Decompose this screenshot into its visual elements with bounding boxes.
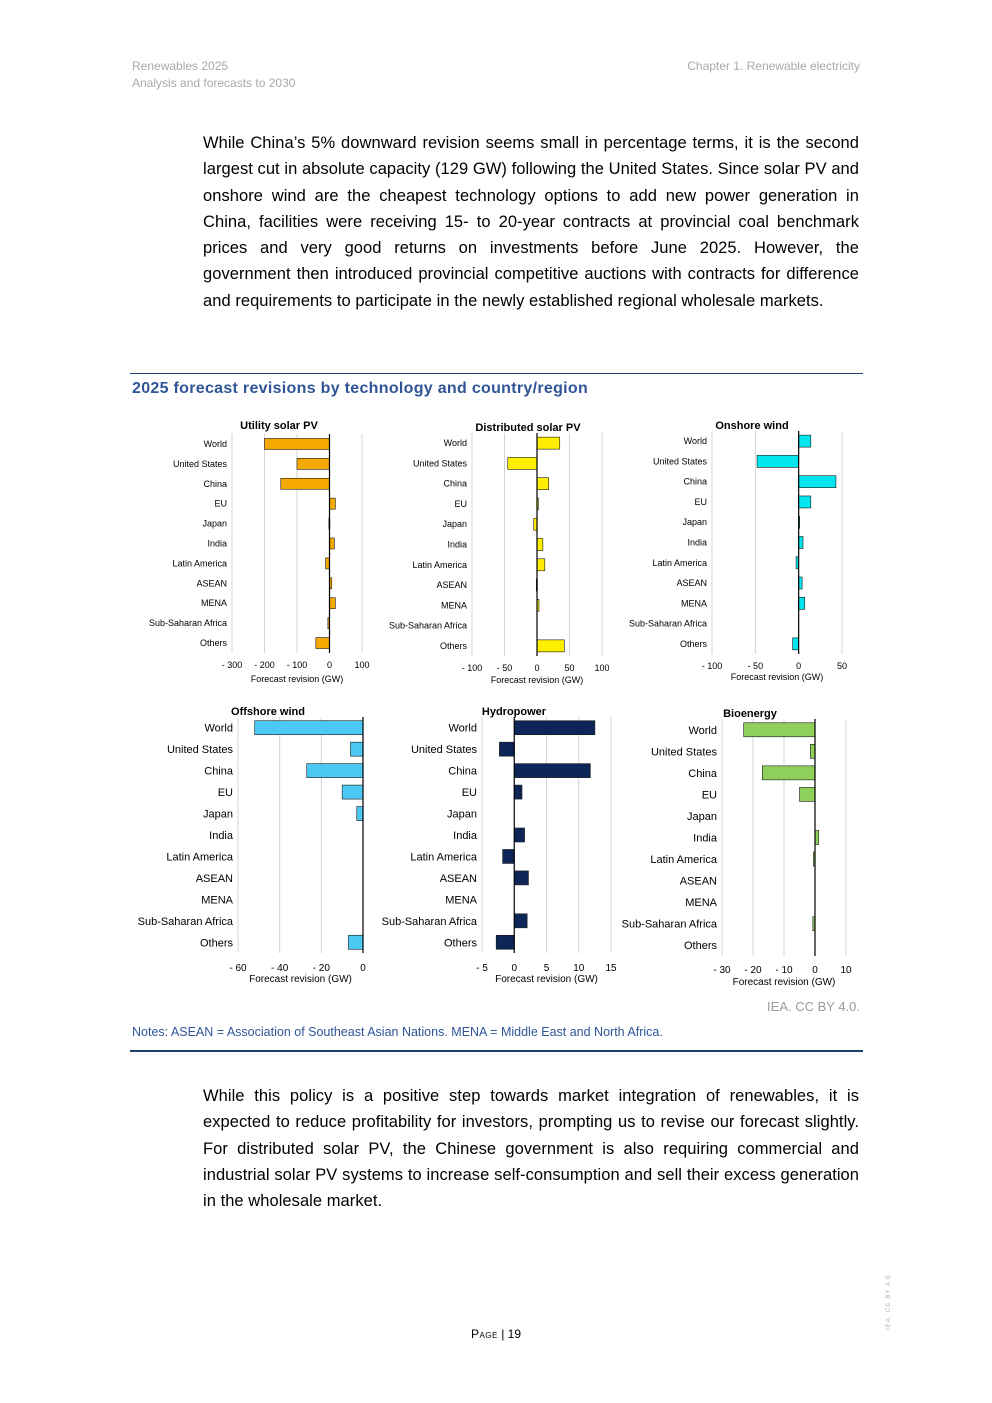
x-tick-label: - 10 xyxy=(775,965,793,976)
figure-credit: IEA. CC BY 4.0. xyxy=(767,999,860,1014)
category-label: India xyxy=(693,832,717,845)
category-label: EU xyxy=(214,498,227,509)
category-label: MENA xyxy=(680,598,707,609)
category-label: Sub-Saharan Africa xyxy=(137,915,233,928)
bar-china xyxy=(281,478,330,489)
bar-china xyxy=(537,478,549,490)
category-label: MENA xyxy=(440,600,467,611)
category-label: Sub-Saharan Africa xyxy=(148,618,227,629)
x-axis-label: Forecast revision (GW) xyxy=(490,675,584,685)
category-label: United States xyxy=(410,744,477,757)
bar-latin-america xyxy=(537,559,545,571)
chart-distributed-solar-pv xyxy=(370,412,620,692)
category-label: India xyxy=(687,537,707,548)
chart-title: Utility solar PV xyxy=(240,420,318,432)
x-tick-label: - 300 xyxy=(221,660,243,670)
chart-hydropower xyxy=(370,700,630,990)
category-label: World xyxy=(204,722,233,735)
x-tick-label: 15 xyxy=(605,963,617,974)
x-tick-label: - 100 xyxy=(286,660,308,670)
category-label: United States xyxy=(166,744,233,757)
chart-title: Bioenergy xyxy=(723,708,777,720)
x-tick-label: - 20 xyxy=(312,963,330,974)
bar-mena xyxy=(330,598,336,609)
bar-china xyxy=(762,766,815,780)
x-axis-label: Forecast revision (GW) xyxy=(250,674,344,684)
category-label: World xyxy=(443,438,467,449)
chapter-header: Chapter 1. Renewable electricity xyxy=(687,59,860,73)
category-label: India xyxy=(209,830,233,842)
bar-world xyxy=(265,438,330,449)
category-label: United States xyxy=(652,456,707,467)
category-label: India xyxy=(207,538,227,549)
category-label: Japan xyxy=(682,517,707,528)
category-label: China xyxy=(204,765,233,778)
x-tick-label: - 60 xyxy=(229,963,247,974)
category-label: Japan xyxy=(447,808,477,821)
bar-india xyxy=(537,539,543,551)
x-axis-label: Forecast revision (GW) xyxy=(732,977,836,988)
chart-svg xyxy=(610,412,860,692)
x-tick-label: 0 xyxy=(360,963,366,974)
bar-china xyxy=(307,764,363,778)
category-label: Others xyxy=(199,937,233,950)
bar-others xyxy=(537,640,564,652)
figure-top-rule xyxy=(130,373,863,374)
chart-title: Hydropower xyxy=(481,706,547,718)
category-label: EU xyxy=(217,787,233,800)
body-paragraph-2: While this policy is a positive step towards market integration of renewables, it is expected to reduce profitability for investors, prompting us to revise our forecast slightly. For distributed solar PV, the Chinese government is also requiring commercial and industrial solar PV systems to increase self-consumption and sell their excess generation in the wholesale market. xyxy=(203,1087,859,1211)
x-tick-label: - 100 xyxy=(461,663,483,673)
chart-title: Onshore wind xyxy=(715,420,789,432)
bar-world xyxy=(255,721,363,735)
bar-others xyxy=(348,935,363,949)
x-tick-label: 0 xyxy=(534,663,540,673)
x-tick-label: 0 xyxy=(326,660,333,670)
category-label: EU xyxy=(461,787,477,800)
category-label: Japan xyxy=(442,519,467,530)
bar-united-states xyxy=(508,457,537,469)
bar-eu xyxy=(514,785,522,799)
bar-china xyxy=(799,476,836,488)
x-tick-label: - 40 xyxy=(271,963,289,974)
x-axis-label: Forecast revision (GW) xyxy=(495,974,598,985)
bar-china xyxy=(514,764,590,778)
bar-united-states xyxy=(297,458,330,469)
category-label: MENA xyxy=(201,894,233,907)
category-label: EU xyxy=(454,498,467,509)
bar-india xyxy=(799,537,803,549)
bar-eu xyxy=(342,785,363,799)
category-label: Latin America xyxy=(166,851,233,864)
category-label: ASEAN xyxy=(676,578,707,589)
bar-united-states xyxy=(499,742,514,756)
category-label: Japan xyxy=(202,518,227,529)
bar-mena xyxy=(799,597,805,609)
x-tick-label: 0 xyxy=(511,963,518,974)
category-label: India xyxy=(447,539,467,550)
bar-united-states xyxy=(351,742,364,756)
x-tick-label: - 20 xyxy=(744,965,762,976)
chart-title: Offshore wind xyxy=(231,706,305,718)
report-subtitle: Analysis and forecasts to 2030 xyxy=(132,76,296,90)
page-label: Page xyxy=(470,1327,498,1341)
bar-others xyxy=(316,638,330,649)
body-paragraph-1: While China’s 5% downward revision seems small in percentage terms, it is the second largest cut in absolute capacity (129 GW) following the United States. Since solar PV and onshore wind are the cheapest technology options to add new power generation in China, facilities were receiving 15- to 20-year contracts at provincial coal benchmark prices and very good returns on investments before June 2025. However, the government then introduced provincial competitive auctions with contracts for difference and requirements to participate in the newly established regional wholesale markets. xyxy=(203,134,859,310)
category-label: China xyxy=(683,476,707,487)
category-label: Sub-Saharan Africa xyxy=(621,918,717,931)
chart-offshore-wind xyxy=(130,700,380,990)
bar-world xyxy=(537,437,560,449)
bar-others xyxy=(496,935,514,949)
category-label: Others xyxy=(443,937,477,950)
category-label: Japan xyxy=(203,808,233,821)
bar-eu xyxy=(800,787,816,801)
category-label: Latin America xyxy=(650,854,717,867)
category-label: India xyxy=(453,830,477,842)
figure-notes: Notes: ASEAN = Association of Southeast Asian Nations. MENA = Middle East and North Africa. xyxy=(132,1025,663,1039)
category-label: Latin America xyxy=(410,851,477,864)
category-label: China xyxy=(203,478,227,489)
category-label: ASEAN xyxy=(195,872,233,885)
x-tick-label: 50 xyxy=(836,661,848,671)
bar-world xyxy=(514,721,595,735)
category-label: MENA xyxy=(685,897,717,910)
chart-title: Distributed solar PV xyxy=(475,422,581,434)
x-axis-label: Forecast revision (GW) xyxy=(730,672,824,682)
bar-latin-america xyxy=(503,849,515,863)
chart-onshore-wind xyxy=(610,412,860,692)
bar-world xyxy=(799,435,811,447)
bar-sub-saharan-africa xyxy=(514,914,527,928)
chart-svg xyxy=(370,412,620,692)
category-label: Latin America xyxy=(172,558,227,569)
category-label: World xyxy=(683,436,707,447)
x-tick-label: 10 xyxy=(573,963,585,974)
bar-united-states xyxy=(757,455,799,467)
chart-svg xyxy=(370,700,630,990)
category-label: ASEAN xyxy=(436,580,467,591)
bar-asean xyxy=(514,871,528,885)
category-label: Japan xyxy=(687,810,717,823)
x-tick-label: 50 xyxy=(564,663,575,673)
category-label: China xyxy=(448,765,477,778)
x-tick-label: 0 xyxy=(812,965,818,976)
bar-united-states xyxy=(810,744,815,758)
category-label: EU xyxy=(694,496,707,507)
page-number: 19 xyxy=(507,1327,522,1341)
category-label: Sub-Saharan Africa xyxy=(388,620,467,631)
category-label: ASEAN xyxy=(679,875,717,888)
x-tick-label: - 200 xyxy=(254,660,275,670)
x-tick-label: - 50 xyxy=(747,661,764,671)
category-label: World xyxy=(203,438,227,449)
x-tick-label: - 50 xyxy=(496,663,513,673)
chart-svg xyxy=(130,412,370,692)
x-axis-label: Forecast revision (GW) xyxy=(249,974,352,985)
bar-india xyxy=(330,538,335,549)
bar-eu xyxy=(799,496,811,508)
category-label: United States xyxy=(650,746,717,759)
bar-eu xyxy=(330,498,336,509)
x-tick-label: - 100 xyxy=(701,661,723,671)
chart-svg xyxy=(610,700,870,990)
x-tick-label: 5 xyxy=(543,963,550,974)
category-label: Latin America xyxy=(412,559,467,570)
category-label: Sub-Saharan Africa xyxy=(381,915,477,928)
category-label: MENA xyxy=(445,894,477,907)
category-label: Others xyxy=(439,640,467,651)
category-label: Others xyxy=(679,638,707,649)
page-separator: | xyxy=(497,1327,508,1341)
chart-bioenergy xyxy=(610,700,870,990)
category-label: United States xyxy=(412,458,467,469)
category-label: China xyxy=(443,478,467,489)
x-tick-label: 0 xyxy=(796,661,802,671)
category-label: World xyxy=(448,722,477,735)
category-label: MENA xyxy=(200,598,227,609)
category-label: Others xyxy=(683,940,717,953)
x-tick-label: - 30 xyxy=(713,965,731,976)
running-header-left xyxy=(132,58,295,92)
figure-bottom-rule xyxy=(130,1050,863,1052)
category-label: EU xyxy=(701,789,717,802)
figure-title: 2025 forecast revisions by technology and country/region xyxy=(132,380,589,397)
category-label: Sub-Saharan Africa xyxy=(628,618,707,629)
category-label: Latin America xyxy=(652,557,707,568)
chart-svg xyxy=(130,700,380,990)
category-label: World xyxy=(688,724,717,737)
x-tick-label: 10 xyxy=(840,965,852,976)
x-tick-label: 100 xyxy=(594,663,610,673)
page-footer xyxy=(0,1327,992,1341)
x-tick-label: - 5 xyxy=(476,963,488,974)
side-credit: IEA. CC BY 4.0. xyxy=(886,1272,892,1330)
bar-world xyxy=(744,723,815,737)
bar-japan xyxy=(357,807,363,821)
category-label: United States xyxy=(172,458,227,469)
report-title: Renewables 2025 xyxy=(132,59,229,73)
category-label: ASEAN xyxy=(196,578,227,589)
category-label: ASEAN xyxy=(439,872,477,885)
chart-utility-solar-pv xyxy=(130,412,370,692)
x-tick-label: 100 xyxy=(354,660,370,670)
bar-others xyxy=(793,638,799,650)
bar-india xyxy=(514,828,524,842)
category-label: Others xyxy=(199,638,227,649)
category-label: China xyxy=(688,767,717,780)
